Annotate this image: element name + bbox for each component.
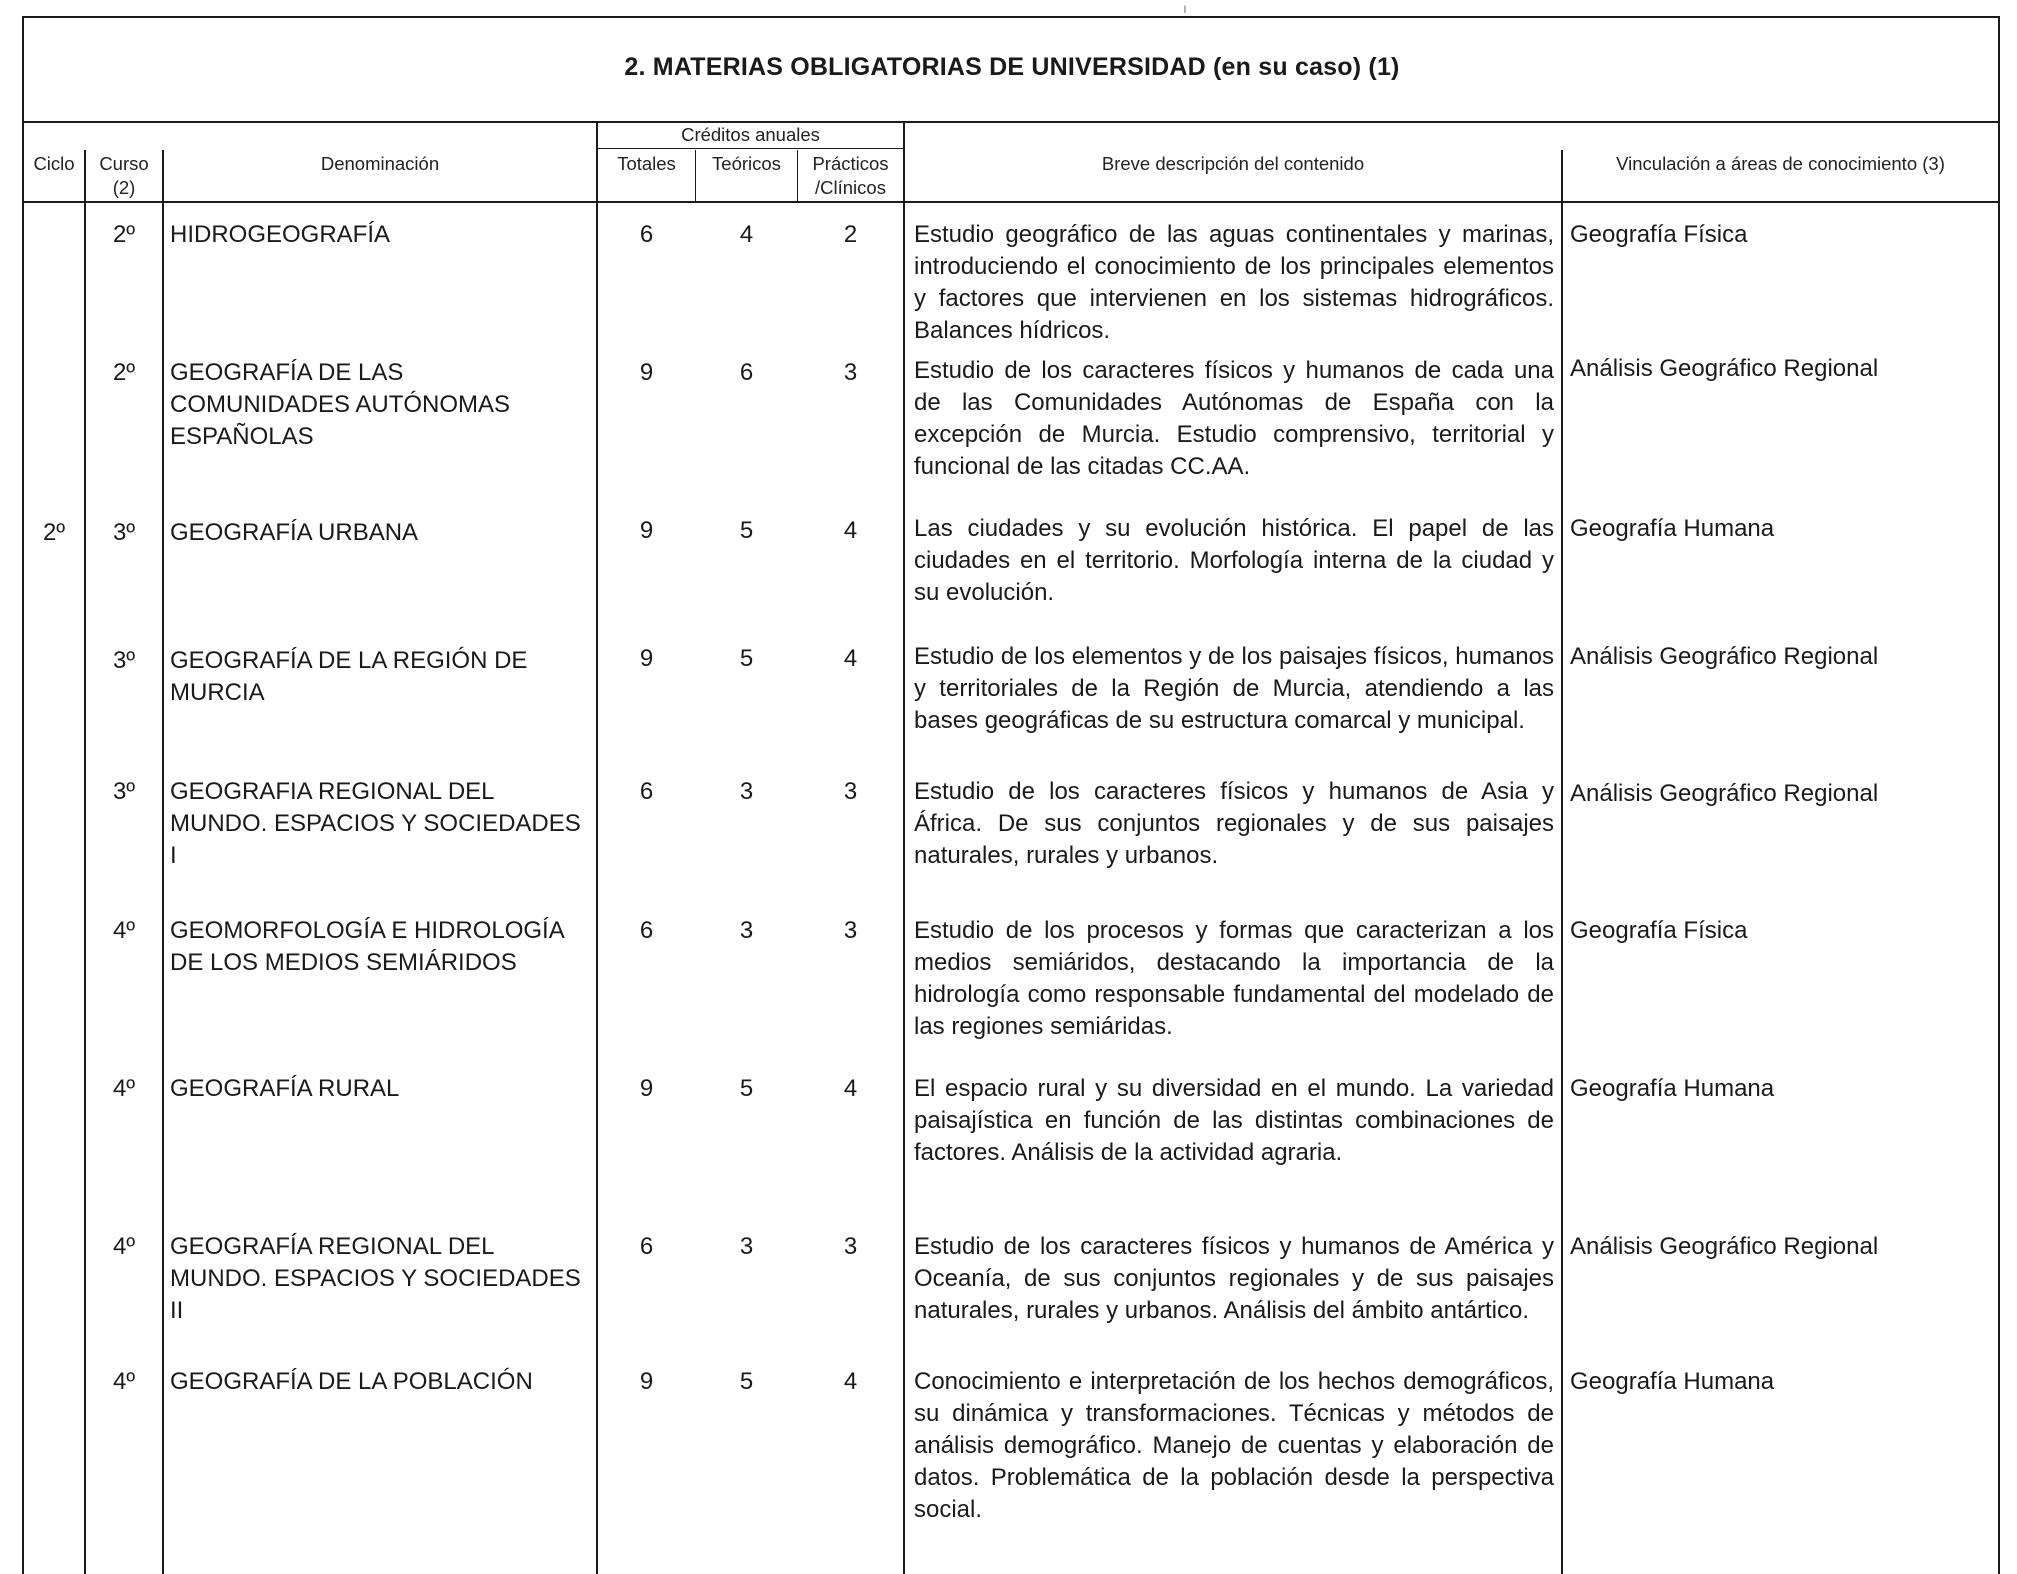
row-area: Geografía Humana — [1570, 1368, 1775, 1395]
row-descripcion: El espacio rural y su diversidad en el mundo. La variedad paisajística en función de las distintas combinaciones de factores. Análisis de la actividad agraria. — [914, 1075, 1554, 1166]
row-descripcion: Estudio de los caracteres físicos y humanos de cada una de las Comunidades Autónomas de España con la excepción de Murcia. Estudio comprensivo, territorial y funcional de las citadas CC.AA. — [914, 357, 1554, 480]
row-curso: 4º — [112, 917, 136, 944]
row-practicos: 3 — [843, 1233, 858, 1260]
header-curso — [86, 152, 162, 200]
row-descripcion: Estudio de los procesos y formas que caracterizan a los medios semiáridos, destacando la importancia de la hidrología como responsable fundamental del modelado de las regiones semiáridas. — [914, 917, 1554, 1040]
row-descripcion: Estudio de los caracteres físicos y humanos de Asia y África. De sus conjuntos regionales y de sus paisajes naturales, rurales y urbanos. — [914, 778, 1554, 869]
row-area: Geografía Humana — [1570, 1075, 1775, 1102]
table-title: 2. MATERIAS OBLIGATORIAS DE UNIVERSIDAD (en su caso) (1) — [624, 52, 1400, 81]
header-practicos-label: Prácticos — [812, 153, 889, 174]
row-area: Análisis Geográfico Regional — [1570, 355, 1879, 382]
row-teoricos: 3 — [739, 1233, 754, 1260]
row-curso: 3º — [112, 778, 136, 805]
row-totales: 6 — [639, 221, 654, 248]
header-creditos-anuales: Créditos anuales — [681, 124, 820, 145]
row-descripcion: Estudio de los elementos y de los paisajes físicos, humanos y territoriales de la Región de Murcia, atendiendo a las bases geográficas de su estructura comarcal y municipal. — [914, 643, 1554, 734]
row-descripcion: Conocimiento e interpretación de los hechos demográficos, su dinámica y transformaciones. Técnicas y métodos de análisis demográfico. Manejo de cuentas y elaboración de datos. Problemática de la población desde la perspectiva social. — [914, 1368, 1554, 1523]
row-denominacion: GEOGRAFÍA DE LA REGIÓN DE MURCIA — [170, 647, 528, 706]
row-denominacion: GEOGRAFÍA REGIONAL DEL MUNDO. ESPACIOS Y SOCIEDADES II — [170, 1233, 581, 1324]
row-area: Análisis Geográfico Regional — [1570, 1233, 1879, 1260]
row-denominacion: HIDROGEOGRAFÍA — [170, 221, 391, 248]
row-denominacion: GEOGRAFÍA DE LAS COMUNIDADES AUTÓNOMAS ESPAÑOLAS — [170, 359, 511, 450]
header-descripcion: Breve descripción del contenido — [1101, 153, 1365, 174]
row-teoricos: 5 — [739, 645, 754, 672]
header-ciclo: Ciclo — [33, 153, 75, 174]
row-teoricos: 3 — [739, 917, 754, 944]
row-teoricos: 5 — [739, 1368, 754, 1395]
row-denominacion: GEOGRAFÍA URBANA — [170, 519, 419, 546]
row-totales: 9 — [639, 1075, 654, 1102]
row-practicos: 4 — [843, 1075, 858, 1102]
row-denominacion: GEOGRAFÍA DE LA POBLACIÓN — [170, 1368, 533, 1395]
row-area: Análisis Geográfico Regional — [1570, 643, 1879, 670]
header-curso-label: Curso — [99, 153, 149, 174]
row-curso: 3º — [112, 519, 136, 546]
row-descripcion: Las ciudades y su evolución histórica. El papel de las ciudades en el territorio. Morfología interna de la ciudad y su evolución. — [914, 515, 1554, 606]
row-descripcion: Estudio de los caracteres físicos y humanos de América y Oceanía, de sus conjuntos regionales y de sus paisajes naturales, rurales y urbanos. Análisis del ámbito antártico. — [914, 1233, 1554, 1324]
row-practicos: 3 — [843, 778, 858, 805]
row-practicos: 4 — [843, 517, 858, 544]
row-curso: 2º — [112, 221, 136, 248]
row-denominacion: GEOGRAFIA REGIONAL DEL MUNDO. ESPACIOS Y SOCIEDADES I — [170, 778, 581, 869]
row-teoricos: 5 — [739, 517, 754, 544]
row-totales: 9 — [639, 645, 654, 672]
row-denominacion: GEOGRAFÍA RURAL — [170, 1075, 400, 1102]
header-teoricos: Teóricos — [712, 153, 781, 174]
row-practicos: 2 — [843, 221, 858, 248]
header-practicos — [798, 152, 903, 200]
row-teoricos: 4 — [739, 221, 754, 248]
row-area: Geografía Humana — [1570, 515, 1775, 542]
row-practicos: 3 — [843, 917, 858, 944]
row-curso: 4º — [112, 1233, 136, 1260]
row-totales: 9 — [639, 1368, 654, 1395]
ciclo-value: 2º — [42, 519, 66, 546]
row-totales: 6 — [639, 917, 654, 944]
row-curso: 4º — [112, 1075, 136, 1102]
row-area: Geografía Física — [1570, 917, 1748, 944]
row-curso: 4º — [112, 1368, 136, 1395]
row-curso: 3º — [112, 647, 136, 674]
row-teoricos: 5 — [739, 1075, 754, 1102]
row-denominacion: GEOMORFOLOGÍA E HIDROLOGÍA DE LOS MEDIOS SEMIÁRIDOS — [170, 917, 564, 976]
header-vinculacion: Vinculación a áreas de conocimiento (3) — [1616, 153, 1945, 174]
row-totales: 6 — [639, 1233, 654, 1260]
row-curso: 2º — [112, 359, 136, 386]
header-curso-note: (2) — [112, 177, 136, 198]
row-descripcion: Estudio geográfico de las aguas continentales y marinas, introduciendo el conocimiento de los principales elementos y factores que intervienen en los sistemas hidrográficos. Balances hídricos. — [914, 221, 1554, 344]
scan-mark: ı — [1183, 0, 1187, 16]
row-totales: 6 — [639, 778, 654, 805]
header-practicos-label-2: /Clínicos — [815, 177, 886, 198]
row-totales: 9 — [639, 517, 654, 544]
row-area: Análisis Geográfico Regional — [1570, 780, 1879, 807]
header-denominacion: Denominación — [320, 153, 440, 174]
row-area: Geografía Física — [1570, 221, 1748, 248]
row-teoricos: 3 — [739, 778, 754, 805]
row-teoricos: 6 — [739, 359, 754, 386]
header-totales: Totales — [617, 153, 676, 174]
row-practicos: 4 — [843, 645, 858, 672]
row-practicos: 4 — [843, 1368, 858, 1395]
row-totales: 9 — [639, 359, 654, 386]
row-practicos: 3 — [843, 359, 858, 386]
